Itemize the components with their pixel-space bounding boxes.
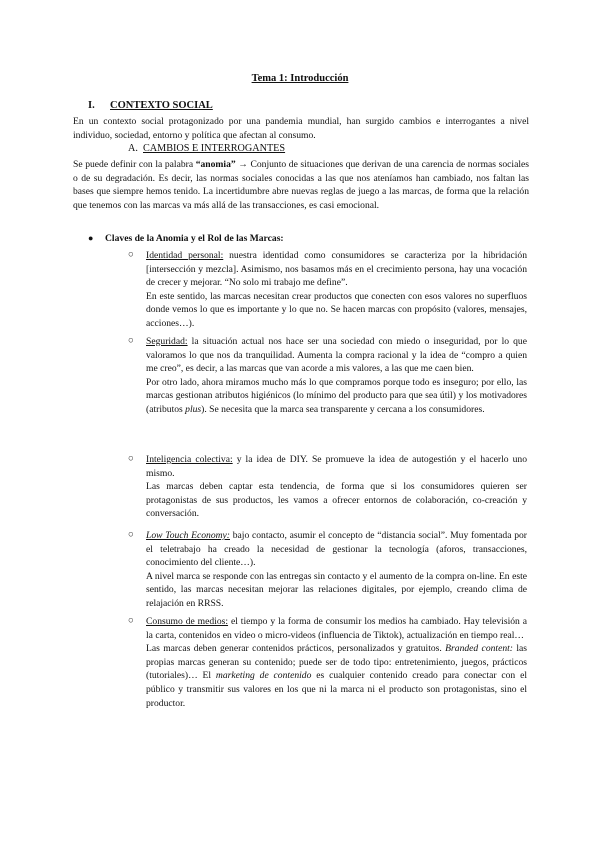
item-paragraph: Las marcas deben captar esta tendencia, de forma que si los consumidores quieren ser protagonistas de sus productos, les vamos a ofrecer entornos de colaboración, co-creación y conversación. [146, 481, 527, 520]
item-text: la situación actual nos hace ser una sociedad con miedo o inseguridad, por lo que valoramos lo que nos da tranquilidad. Aumenta la compra racional y la idea de “compro a quien me creo”, es decir, a las marcas que van acorde a mis valores, a las que me caen bien. [146, 336, 527, 375]
item-text: y la idea de DIY. Se promueve la idea de autogestión y el hacerlo uno mismo. [146, 454, 527, 479]
item-text: ). Se necesita que la marca sea transparente y cercana a los consumidores. [201, 403, 485, 415]
subsection-letter: A. [128, 143, 138, 154]
section-label: CONTEXTO SOCIAL [110, 100, 213, 111]
item-italic: plus [185, 403, 202, 415]
list-item-consumo [146, 615, 527, 710]
circle-bullet-icon: ○ [128, 615, 134, 626]
item-text: Por otro lado, ahora miramos mucho más lo que compramos porque todo es inseguro; por ello, las marcas gestionan atributos higiénicos (lo mínimo del producto para que sea útil) y los motivadores (atributos [146, 376, 527, 415]
bullet-heading-text: Claves de la Anomia y el Rol de las Marcas: [105, 233, 284, 244]
section-heading-contexto-social [88, 100, 213, 111]
item-paragraph [146, 642, 527, 710]
item-text: nuestra identidad como consumidores se caracteriza por la hibridación [intersección y mezcla]. Asimismo, nos basamos más en el crecimiento persona, hay una vocación de crecer y mejorar. “No solo mi trabajo me define”. [146, 250, 527, 289]
item-term: Inteligencia colectiva: [146, 454, 233, 465]
item-paragraph: En este sentido, las marcas necesitan crear productos que conecten con esos valores no superfluos donde vemos lo que es importante y lo que no. Se hacen marcas con propósito (valores, mensajes, acciones…). [146, 290, 527, 329]
item-term: Consumo de medios: [146, 616, 229, 627]
item-text: las propias marcas generan su contenido; puede ser de todo tipo: entretenimiento, juegos, prácticos (tutoriales)… El [146, 643, 528, 682]
section-number: I. [88, 100, 95, 111]
anomia-post: → Conjunto de situaciones que derivan de una carencia de normas sociales o de su degradación. Es decir, las normas sociales conocidas a las que nos ateníamos han cambiado, nos faltan las bases que siempre hemos tenido. La incertidumbre abre nuevas reglas de juego a las marcas, de forma que la relación que tenemos con las marcas va más allá de las transacciones, es casi emocional. [73, 159, 530, 211]
list-item-inteligencia [146, 453, 527, 521]
item-term: Seguridad: [146, 336, 188, 347]
circle-bullet-icon: ○ [128, 335, 134, 346]
item-paragraph [146, 376, 527, 417]
list-item-low-touch [146, 529, 527, 611]
list-item-identidad [146, 249, 527, 331]
item-italic: marketing de contenido [215, 670, 312, 682]
subsection-label: CAMBIOS E INTERROGANTES [143, 143, 286, 154]
item-term: Low Touch Economy: [146, 530, 230, 541]
anomia-pre: Se puede definir con la palabra [73, 159, 196, 170]
item-text: Las marcas deben generar contenidos prácticos, personalizados y gratuitos. [146, 643, 446, 655]
subsection-heading-cambios [128, 143, 285, 154]
item-paragraph [146, 615, 527, 642]
intro-paragraph: En un contexto social protagonizado por una pandemia mundial, han surgido cambios e interrogantes a nivel individuo, sociedad, entorno y política que afectan al consumo. [73, 116, 529, 141]
item-text: bajo contacto, asumir el concepto de “distancia social”. Muy fomentada por el teletrabajo ha creado la necesidad de gestionar la tecnología (aforos, transacciones, conocimiento del cliente…). [146, 530, 527, 569]
circle-bullet-icon: ○ [128, 529, 134, 540]
bullet-icon: ● [88, 233, 94, 243]
item-paragraph [146, 335, 527, 376]
anomia-term: “anomia” [195, 159, 236, 170]
item-paragraph: A nivel marca se responde con las entregas sin contacto y el aumento de la compra on-line. En este sentido, las marcas necesitan mejorar las relaciones digitales, por ejemplo, creando clima de relajación en RRSS. [146, 570, 527, 609]
item-text: es cualquier contenido creado para conectar con el público y transmitir sus valores en los que ni la marca ni el producto son protagonistas, sino el productor. [146, 670, 527, 709]
list-item-seguridad [146, 335, 527, 417]
item-paragraph [146, 453, 527, 480]
bullet-heading [88, 233, 284, 244]
item-text: el tiempo y la forma de consumir los medios ha cambiado. Hay televisión a la carta, contenidos en video o micro-videos (influencia de Tiktok), actualización en tiempo real… [146, 616, 527, 641]
item-paragraph [146, 249, 527, 290]
item-paragraph [146, 529, 527, 570]
circle-bullet-icon: ○ [128, 249, 134, 260]
item-italic: Branded content: [445, 643, 513, 655]
item-term: Identidad personal: [146, 250, 224, 261]
page-title: Tema 1: Introducción [251, 73, 349, 84]
circle-bullet-icon: ○ [128, 453, 134, 464]
anomia-paragraph [73, 158, 529, 212]
